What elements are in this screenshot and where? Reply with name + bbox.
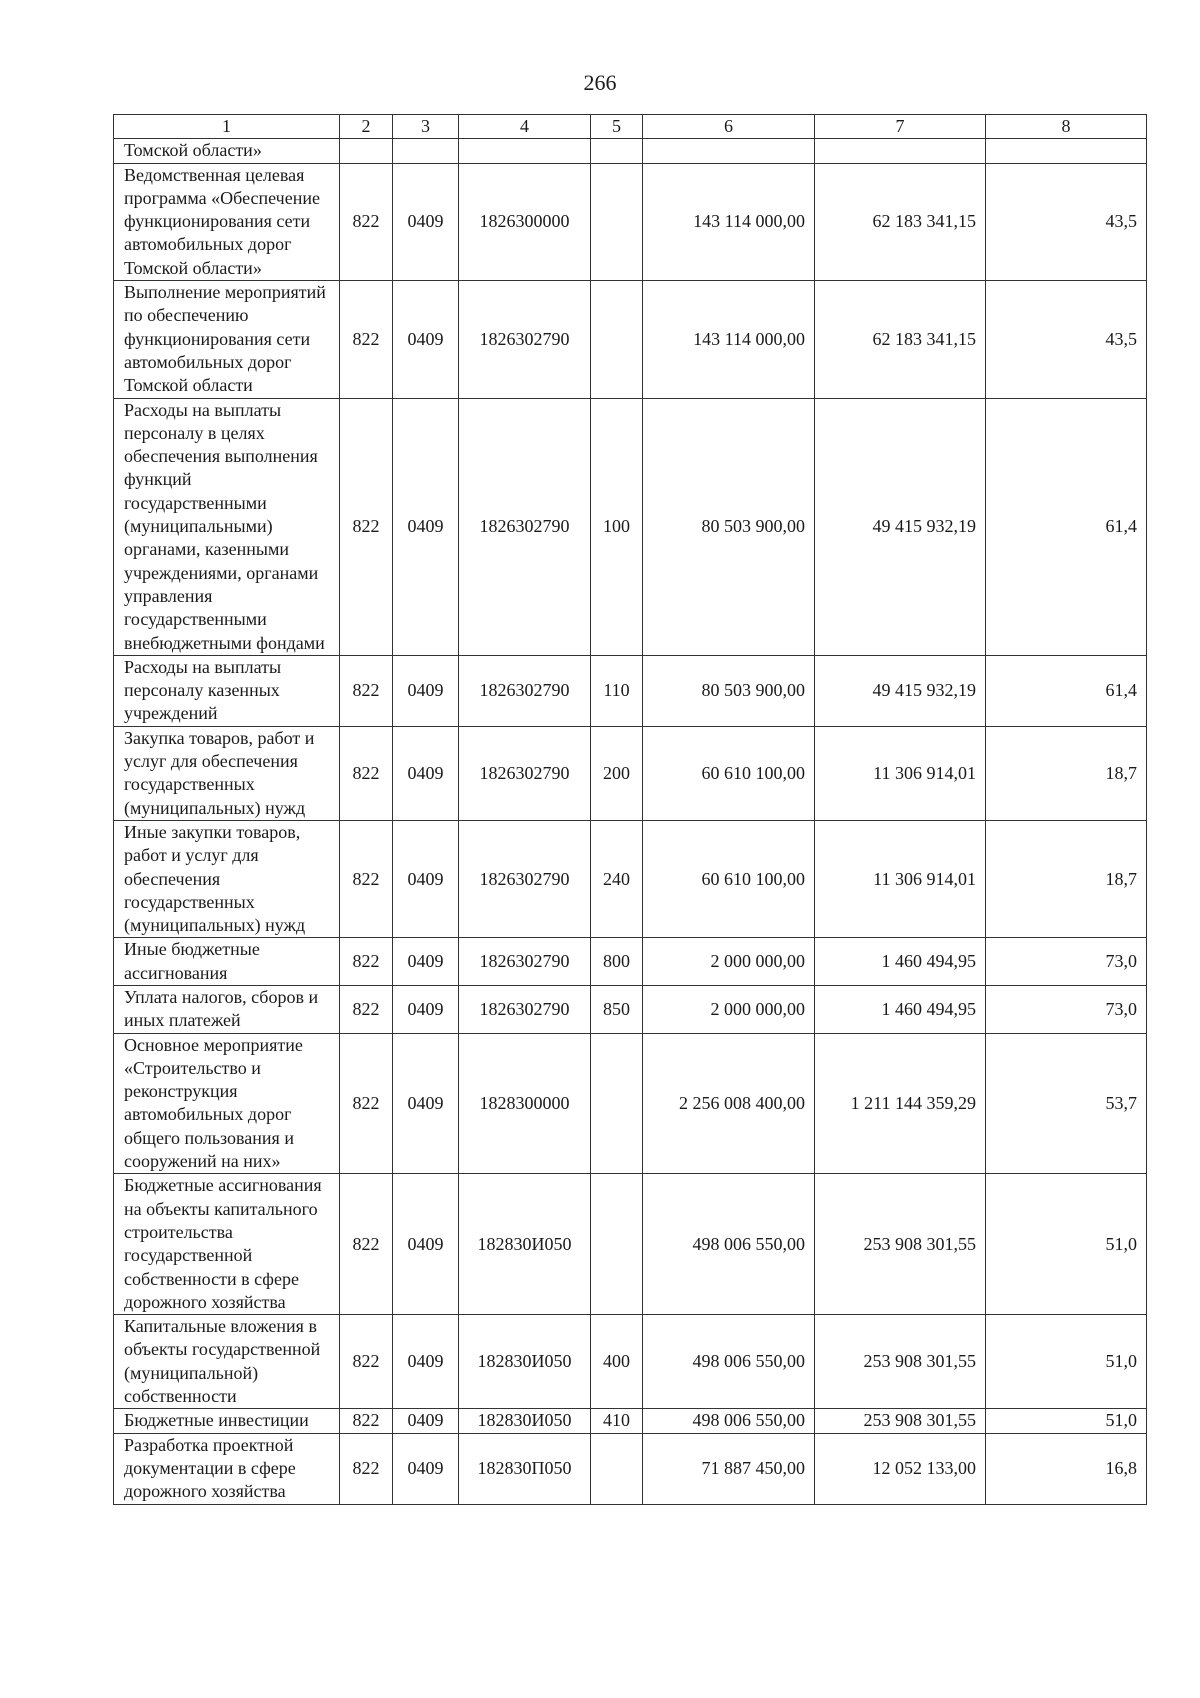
planned-amount: 498 006 550,00	[643, 1409, 815, 1433]
header-row	[114, 115, 1147, 139]
executed-amount: 49 415 932,19	[815, 398, 986, 655]
ministry-code: 822	[340, 1174, 393, 1315]
target-article-code: 1826302790	[459, 938, 591, 986]
table-row	[114, 1033, 1147, 1174]
item-name: Капитальные вложения в объекты государственной (муниципальной) собственности	[114, 1315, 340, 1409]
ministry-code: 822	[340, 726, 393, 820]
execution-percent: 53,7	[986, 1033, 1147, 1174]
execution-percent: 51,0	[986, 1174, 1147, 1315]
executed-amount: 1 460 494,95	[815, 985, 986, 1033]
item-name: Расходы на выплаты персоналу в целях обеспечения выполнения функций государственными (муниципальными) органами, казенными учреждениями, органами управления государственными внебюджетными фондами	[114, 398, 340, 655]
section-code: 0409	[393, 985, 459, 1033]
execution-percent: 18,7	[986, 726, 1147, 820]
expense-type-code: 200	[591, 726, 643, 820]
execution-percent: 43,5	[986, 163, 1147, 280]
expense-type-code: 240	[591, 820, 643, 937]
target-article-code: 1826300000	[459, 163, 591, 280]
executed-amount: 253 908 301,55	[815, 1315, 986, 1409]
ministry-code: 822	[340, 1033, 393, 1174]
table-row	[114, 938, 1147, 986]
ministry-code: 822	[340, 655, 393, 726]
execution-percent: 51,0	[986, 1409, 1147, 1433]
expense-type-code: 850	[591, 985, 643, 1033]
ministry-code	[340, 139, 393, 163]
ministry-code: 822	[340, 1315, 393, 1409]
executed-amount: 253 908 301,55	[815, 1174, 986, 1315]
target-article-code	[459, 139, 591, 163]
item-name: Расходы на выплаты персоналу казенных учреждений	[114, 655, 340, 726]
executed-amount: 11 306 914,01	[815, 726, 986, 820]
expense-type-code: 800	[591, 938, 643, 986]
expense-type-code: 410	[591, 1409, 643, 1433]
ministry-code: 822	[340, 281, 393, 398]
column-header: 5	[591, 115, 643, 139]
planned-amount: 71 887 450,00	[643, 1433, 815, 1504]
planned-amount: 2 000 000,00	[643, 938, 815, 986]
planned-amount	[643, 139, 815, 163]
planned-amount: 498 006 550,00	[643, 1174, 815, 1315]
executed-amount: 62 183 341,15	[815, 281, 986, 398]
item-name: Томской области»	[114, 139, 340, 163]
execution-percent: 73,0	[986, 985, 1147, 1033]
column-header: 8	[986, 115, 1147, 139]
execution-percent: 43,5	[986, 281, 1147, 398]
item-name: Иные закупки товаров, работ и услуг для обеспечения государственных (муниципальных) нужд	[114, 820, 340, 937]
item-name: Закупка товаров, работ и услуг для обеспечения государственных (муниципальных) нужд	[114, 726, 340, 820]
item-name: Разработка проектной документации в сфере дорожного хозяйства	[114, 1433, 340, 1504]
section-code: 0409	[393, 398, 459, 655]
planned-amount: 60 610 100,00	[643, 820, 815, 937]
section-code: 0409	[393, 163, 459, 280]
table-row	[114, 1315, 1147, 1409]
executed-amount	[815, 139, 986, 163]
planned-amount: 60 610 100,00	[643, 726, 815, 820]
executed-amount: 11 306 914,01	[815, 820, 986, 937]
target-article-code: 182830И050	[459, 1315, 591, 1409]
execution-percent	[986, 139, 1147, 163]
expense-type-code	[591, 281, 643, 398]
table-row	[114, 163, 1147, 280]
ministry-code: 822	[340, 985, 393, 1033]
executed-amount: 1 211 144 359,29	[815, 1033, 986, 1174]
execution-percent: 61,4	[986, 655, 1147, 726]
target-article-code: 182830П050	[459, 1433, 591, 1504]
ministry-code: 822	[340, 938, 393, 986]
column-header: 2	[340, 115, 393, 139]
planned-amount: 80 503 900,00	[643, 655, 815, 726]
ministry-code: 822	[340, 163, 393, 280]
ministry-code: 822	[340, 1433, 393, 1504]
section-code: 0409	[393, 281, 459, 398]
section-code: 0409	[393, 1433, 459, 1504]
expense-type-code: 110	[591, 655, 643, 726]
target-article-code: 1826302790	[459, 281, 591, 398]
target-article-code: 182830И050	[459, 1409, 591, 1433]
section-code: 0409	[393, 726, 459, 820]
table-row	[114, 281, 1147, 398]
executed-amount: 49 415 932,19	[815, 655, 986, 726]
target-article-code: 1826302790	[459, 398, 591, 655]
execution-percent: 61,4	[986, 398, 1147, 655]
item-name: Бюджетные ассигнования на объекты капитального строительства государственной собственности в сфере дорожного хозяйства	[114, 1174, 340, 1315]
planned-amount: 143 114 000,00	[643, 163, 815, 280]
execution-percent: 73,0	[986, 938, 1147, 986]
page-number: 266	[583, 70, 617, 95]
section-code	[393, 139, 459, 163]
planned-amount: 2 256 008 400,00	[643, 1033, 815, 1174]
section-code: 0409	[393, 1033, 459, 1174]
target-article-code: 1826302790	[459, 820, 591, 937]
execution-percent: 18,7	[986, 820, 1147, 937]
planned-amount: 2 000 000,00	[643, 985, 815, 1033]
table-row	[114, 398, 1147, 655]
table-row	[114, 655, 1147, 726]
expense-type-code	[591, 1433, 643, 1504]
column-header: 3	[393, 115, 459, 139]
target-article-code: 1826302790	[459, 985, 591, 1033]
expense-type-code	[591, 139, 643, 163]
table-row	[114, 985, 1147, 1033]
table-row	[114, 820, 1147, 937]
executed-amount: 1 460 494,95	[815, 938, 986, 986]
planned-amount: 498 006 550,00	[643, 1315, 815, 1409]
item-name: Иные бюджетные ассигнования	[114, 938, 340, 986]
ministry-code: 822	[340, 398, 393, 655]
expense-type-code: 400	[591, 1315, 643, 1409]
target-article-code: 1826302790	[459, 726, 591, 820]
item-name: Выполнение мероприятий по обеспечению функционирования сети автомобильных дорог Томской области	[114, 281, 340, 398]
section-code: 0409	[393, 1409, 459, 1433]
expense-type-code	[591, 1033, 643, 1174]
planned-amount: 143 114 000,00	[643, 281, 815, 398]
section-code: 0409	[393, 820, 459, 937]
item-name: Уплата налогов, сборов и иных платежей	[114, 985, 340, 1033]
execution-percent: 16,8	[986, 1433, 1147, 1504]
target-article-code: 1826302790	[459, 655, 591, 726]
expense-type-code	[591, 1174, 643, 1315]
table-row	[114, 139, 1147, 163]
executed-amount: 253 908 301,55	[815, 1409, 986, 1433]
table-row	[114, 1174, 1147, 1315]
executed-amount: 62 183 341,15	[815, 163, 986, 280]
budget-table	[113, 114, 1147, 1505]
section-code: 0409	[393, 938, 459, 986]
section-code: 0409	[393, 655, 459, 726]
table-row	[114, 1433, 1147, 1504]
ministry-code: 822	[340, 820, 393, 937]
section-code: 0409	[393, 1174, 459, 1315]
column-header: 1	[114, 115, 340, 139]
planned-amount: 80 503 900,00	[643, 398, 815, 655]
item-name: Бюджетные инвестиции	[114, 1409, 340, 1433]
section-code: 0409	[393, 1315, 459, 1409]
table-row	[114, 1409, 1147, 1433]
ministry-code: 822	[340, 1409, 393, 1433]
item-name: Ведомственная целевая программа «Обеспечение функционирования сети автомобильных дорог Томской области»	[114, 163, 340, 280]
expense-type-code: 100	[591, 398, 643, 655]
item-name: Основное мероприятие «Строительство и реконструкция автомобильных дорог общего пользования и сооружений на них»	[114, 1033, 340, 1174]
table-row	[114, 726, 1147, 820]
executed-amount: 12 052 133,00	[815, 1433, 986, 1504]
column-header: 6	[643, 115, 815, 139]
column-header: 7	[815, 115, 986, 139]
target-article-code: 1828300000	[459, 1033, 591, 1174]
expense-type-code	[591, 163, 643, 280]
column-header: 4	[459, 115, 591, 139]
execution-percent: 51,0	[986, 1315, 1147, 1409]
target-article-code: 182830И050	[459, 1174, 591, 1315]
